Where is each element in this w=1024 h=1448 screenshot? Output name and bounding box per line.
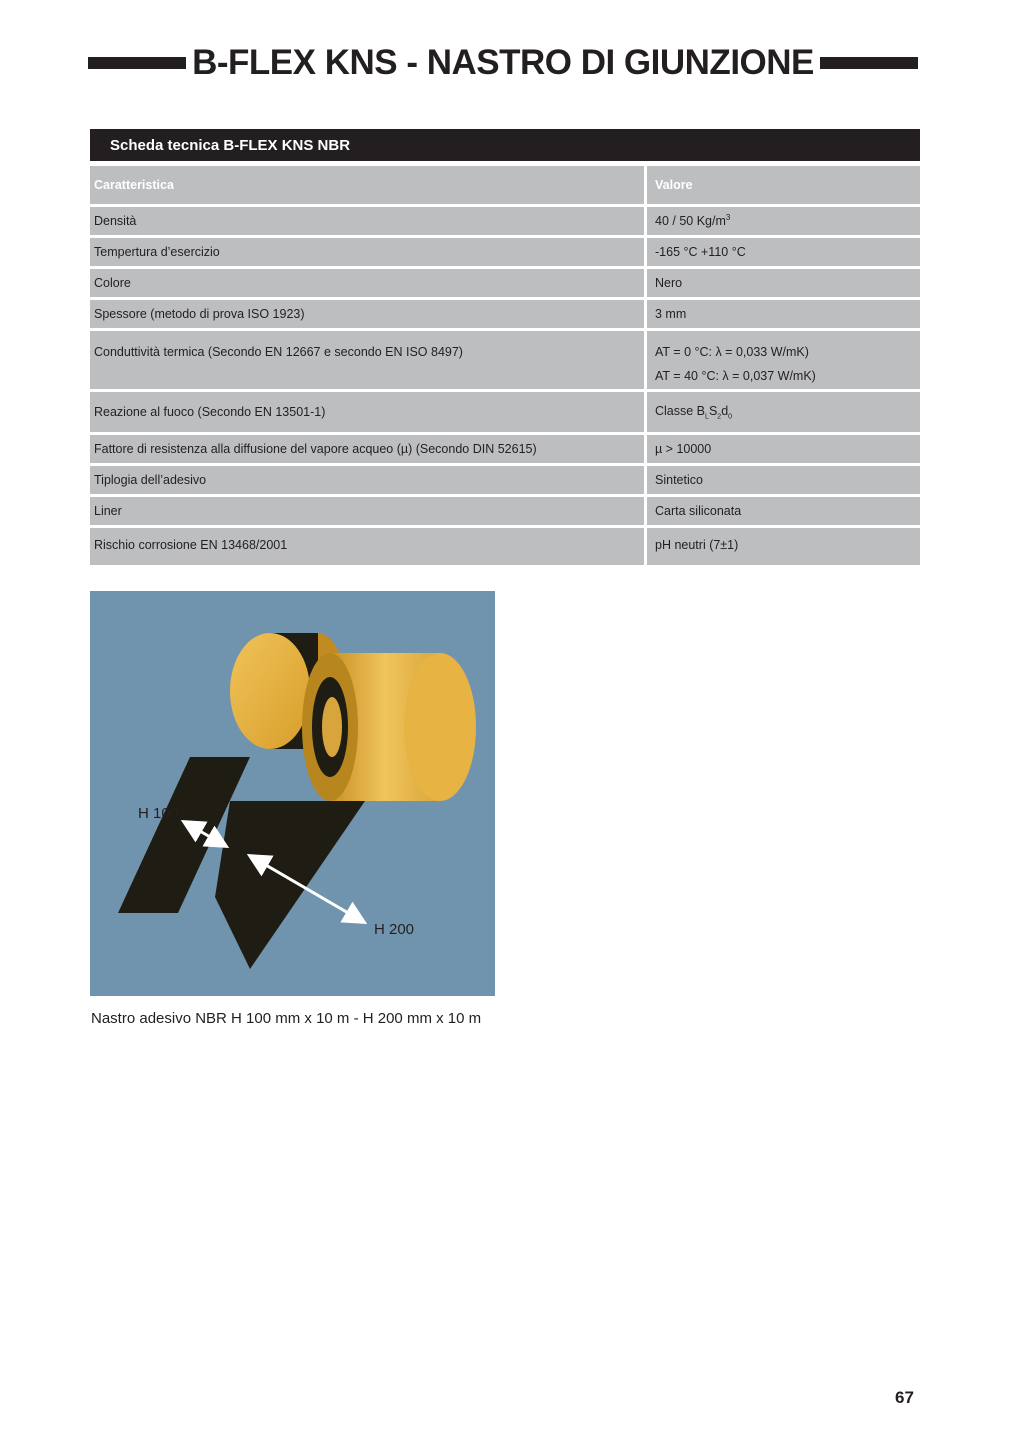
table-row bbox=[90, 434, 920, 465]
photo-caption: Nastro adesivo NBR H 100 mm x 10 m - H 200 mm x 10 m bbox=[91, 1010, 482, 1027]
sheet-header-label: Scheda tecnica B-FLEX KNS NBR bbox=[110, 136, 351, 154]
table-row bbox=[90, 206, 920, 237]
row-value: µ > 10000 bbox=[646, 434, 921, 465]
row-label: Conduttività termica (Secondo EN 12667 e secondo EN ISO 8497) bbox=[90, 330, 646, 391]
row-label: Rischio corrosione EN 13468/2001 bbox=[90, 527, 646, 565]
table-row bbox=[90, 465, 920, 496]
page-title-row bbox=[88, 40, 918, 86]
dimension-label-h100: H 100 bbox=[138, 805, 179, 822]
fire-class-sub-l: L bbox=[705, 413, 709, 421]
product-photo bbox=[90, 591, 495, 996]
density-unit-exponent: 3 bbox=[725, 213, 731, 223]
fire-class-sub-2: 2 bbox=[717, 413, 722, 421]
row-value bbox=[646, 206, 921, 237]
row-value: 3 mm bbox=[646, 299, 921, 330]
fire-class-sub-0: 0 bbox=[728, 413, 733, 421]
table-row bbox=[90, 391, 920, 434]
row-label: Tiplogia dell’adesivo bbox=[90, 465, 646, 496]
fire-class-s: S bbox=[708, 403, 718, 418]
row-label: Liner bbox=[90, 496, 646, 527]
row-value: Carta siliconata bbox=[646, 496, 921, 527]
column-header-characteristic: Caratteristica bbox=[90, 166, 646, 206]
row-value: Sintetico bbox=[646, 465, 921, 496]
column-header-value: Valore bbox=[646, 166, 921, 206]
table-header-row bbox=[90, 166, 920, 206]
row-label: Fattore di resistenza alla diffusione del vapore acqueo (µ) (Secondo DIN 52615) bbox=[90, 434, 646, 465]
roll-large-right-edge bbox=[404, 653, 476, 801]
row-label: Colore bbox=[90, 268, 646, 299]
fire-class-text: Classe B bbox=[655, 403, 706, 418]
roll-small-face bbox=[230, 633, 310, 749]
table-row bbox=[90, 330, 920, 391]
row-label: Densità bbox=[90, 206, 646, 237]
table-row bbox=[90, 527, 920, 565]
table-row bbox=[90, 299, 920, 330]
page-number: 67 bbox=[895, 1388, 914, 1407]
title-rule-left bbox=[88, 57, 186, 69]
table-row bbox=[90, 268, 920, 299]
tape-strip-large bbox=[215, 801, 365, 969]
row-label: Spessore (metodo di prova ISO 1923) bbox=[90, 299, 646, 330]
conductivity-value-1: AT = 0 °C: λ = 0,033 W/mK) bbox=[655, 345, 809, 359]
fire-class-d: d bbox=[721, 403, 729, 418]
tape-rolls-illustration bbox=[90, 591, 495, 996]
row-value bbox=[646, 330, 921, 391]
sheet-header bbox=[90, 129, 920, 161]
row-value: -165 °C +110 °C bbox=[646, 237, 921, 268]
row-value: pH neutri (7±1) bbox=[646, 527, 921, 565]
title-rule-right bbox=[820, 57, 918, 69]
conductivity-value-2: AT = 40 °C: λ = 0,037 W/mK) bbox=[655, 369, 816, 383]
row-value: Nero bbox=[646, 268, 921, 299]
page-title: B-FLEX KNS - NASTRO DI GIUNZIONE bbox=[192, 43, 814, 82]
density-value: 40 / 50 Kg/m bbox=[655, 214, 726, 229]
dimension-label-h200: H 200 bbox=[374, 921, 415, 938]
spec-table bbox=[90, 166, 920, 565]
table-row bbox=[90, 237, 920, 268]
table-row bbox=[90, 496, 920, 527]
row-label: Reazione al fuoco (Secondo EN 13501-1) bbox=[90, 391, 646, 434]
row-label: Tempertura d’esercizio bbox=[90, 237, 646, 268]
row-value bbox=[646, 391, 921, 434]
